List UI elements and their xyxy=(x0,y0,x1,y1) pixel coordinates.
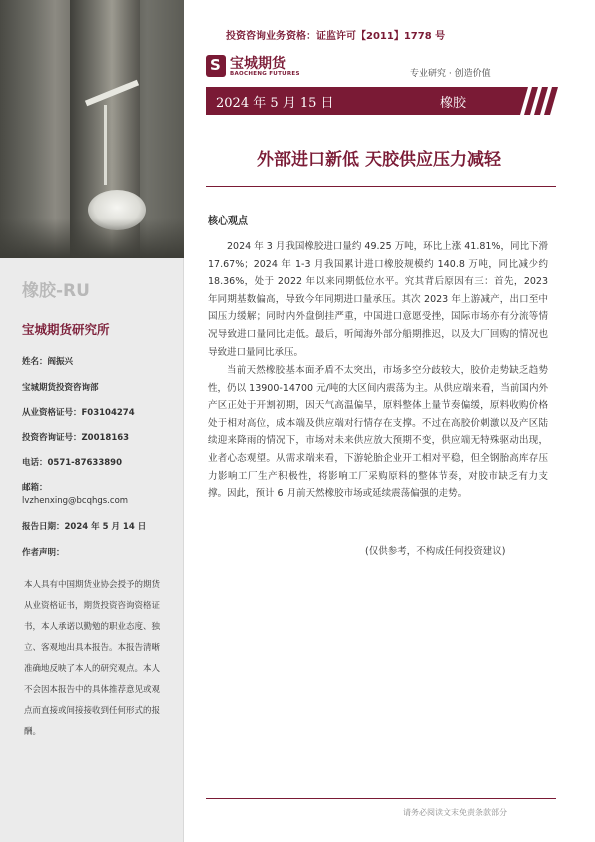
institute-name: 宝城期货研究所 xyxy=(22,322,110,337)
paragraph-imports: 2024 年 3 月我国橡胶进口量约 49.25 万吨，环比上涨 41.81%，同比下滑 17.67%；2024 年 1-3 月我国累计进口橡胶规模约 140.8 万吨，同比减少约 18.36%，处于 2022 年以来同期低位水平。究其背后原因有三：首先，2023 年同期基数偏高，导致今年同期进口量承压。其次 2023 年上游减产，出口至中国压力缓解；同时内外盘倒挂严重，中国进口意愿受挫，国际市场亦有分流等情况导致进口量同比走低。最后，听闻海外部分船期推迟，以及大厂回购的情况也导致进口量同比承压。 xyxy=(208,241,548,358)
email-label: 邮箱： xyxy=(22,483,48,493)
cover-photo-rubber-tree xyxy=(0,0,184,258)
latex-drip-shape xyxy=(104,105,107,185)
author-statement-label: 作者声明： xyxy=(22,548,65,558)
author-statement: 本人具有中国期货业协会授予的期货从业资格证书，期货投资咨询资格证书，本人承诺以勤勉的职业态度、独立、客观地出具本报告。本报告清晰准确地反映了本人的研究观点。本人不会因本报告中的具体推荐意见或观点而直接或间接接收到任何形式的报酬。 xyxy=(24,580,161,737)
section-heading: 核心观点 xyxy=(208,216,248,227)
email-address: lvzhenxing@bcqhgs.com xyxy=(22,496,129,506)
banner-stripes-icon xyxy=(520,87,560,115)
paragraph-fundamentals: 当前天然橡胶基本面矛盾不太突出，市场多空分歧较大，胶价走势缺乏趋势性，仍以 13900-14700 元/吨的大区间内震荡为主。从供应端来看，当前国内外产区正处于开割初期，因天气高温偏旱，原料整体上量节奏偏缓，原料收购价格处于相对高位，成本端及供应端对行情存在支撑。不过在高胶价刺激以及产区陆续迎来降雨的情况下，市场对未来供应放大预期不变，供应端无特殊驱动出现，业者心态观望。从需求端来看，下游轮胎企业开工相对平稳，但全钢胎高库存压力影响工厂生产积极性，将影响工厂采购原料的整体节奏，对胶市缺乏有力支撑。因此，预计 6 月前天然橡胶市场或延续震荡偏强的走势。 xyxy=(208,365,548,500)
department: 宝城期货投资咨询部 xyxy=(22,383,99,393)
title-divider xyxy=(206,186,556,187)
disclaimer: (仅供参考，不构成任何投资建议) xyxy=(365,546,506,557)
consulting-cert: 投资咨询证号：Z0018163 xyxy=(22,433,130,443)
ground-shade xyxy=(0,218,184,258)
sidebar xyxy=(0,0,184,842)
brand-name-en: BAOCHENG FUTURES xyxy=(230,71,300,77)
brand-logo-icon: S xyxy=(206,55,226,77)
report-title: 外部进口新低 天胶供应压力减轻 xyxy=(257,150,501,170)
phone: 电话：0571-87633890 xyxy=(22,458,122,468)
footer-divider xyxy=(206,798,556,799)
product-label: 橡胶-RU xyxy=(22,281,90,301)
report-date: 报告日期：2024 年 5 月 14 日 xyxy=(22,522,147,532)
analyst-name: 姓名：阎振兴 xyxy=(22,357,74,367)
qualification-cert: 从业资格证号：F03104274 xyxy=(22,408,135,418)
report-date-banner: 2024 年 5 月 15 日 xyxy=(216,96,334,111)
variety-banner: 橡胶 xyxy=(440,96,467,111)
qualification-header: 投资咨询业务资格：证监许可【2011】1778 号 xyxy=(226,31,446,42)
slogan: 专业研究 · 创造价值 xyxy=(410,69,491,79)
brand-name-cn: 宝城期货 xyxy=(230,56,286,72)
footer-note: 请务必阅读文末免责条款部分 xyxy=(403,808,507,817)
